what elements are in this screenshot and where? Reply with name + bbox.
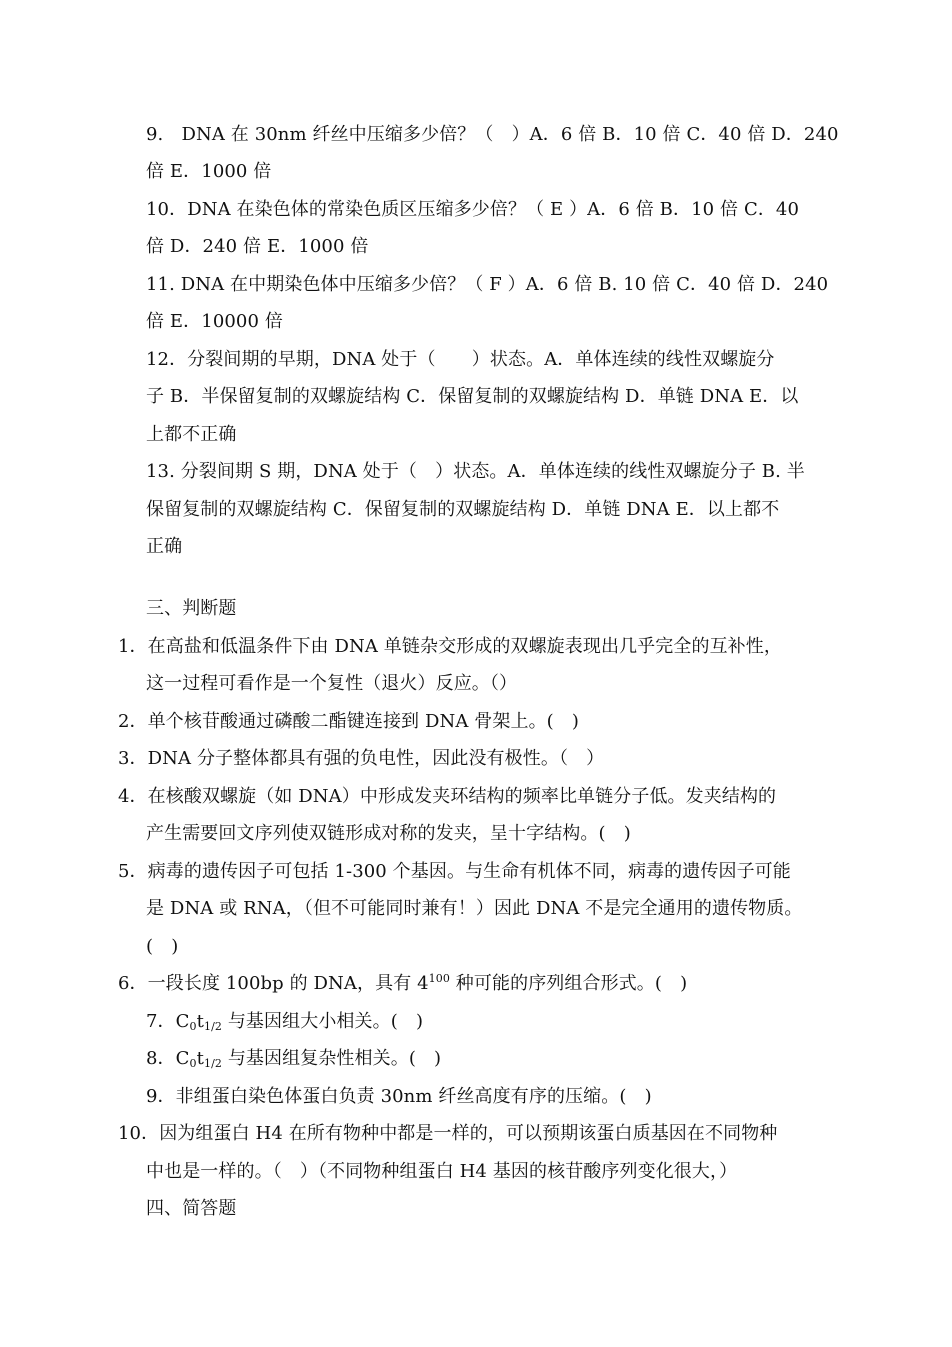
mc-q13-line3: 正确: [146, 536, 183, 557]
tf-q8-suffix: 与基因组复杂性相关。( ): [222, 1048, 442, 1069]
mc-q13-line1: 13. 分裂间期 S 期，DNA 处于（ ）状态。A．单体连续的线性双螺旋分子 B. 半: [146, 461, 805, 482]
tf-q4-line2: 产生需要回文序列使双链形成对称的发夹，呈十字结构。( ): [146, 823, 631, 844]
tf-q8-mid: t: [196, 1048, 204, 1069]
mc-q12-line2: 子 B．半保留复制的双螺旋结构 C．保留复制的双螺旋结构 D．单链 DNA E．以: [146, 386, 799, 407]
tf-q5-line1: 5．病毒的遗传因子可包括 1-300 个基因。与生命有机体不同，病毒的遗传因子可能: [118, 861, 791, 882]
tf-q7-prefix: 7．C: [146, 1011, 190, 1032]
tf-q9: 9．非组蛋白染色体蛋白负责 30nm 纤丝高度有序的压缩。( ): [146, 1086, 652, 1107]
tf-q8: [146, 1047, 441, 1071]
tf-q5-line2: 是 DNA 或 RNA，（但不可能同时兼有！）因此 DNA 不是完全通用的遗传物质。: [146, 898, 803, 919]
tf-q4-line1: 4．在核酸双螺旋（如 DNA）中形成发夹环结构的频率比单链分子低。发夹结构的: [118, 786, 777, 807]
mc-q11-line2: 倍 E．10000 倍: [146, 311, 283, 332]
tf-q7-subscript-half: 1/2: [203, 1020, 222, 1033]
tf-q7-suffix: 与基因组大小相关。( ): [222, 1011, 424, 1032]
tf-q7: [146, 1010, 423, 1034]
mc-q12-line1: 12．分裂间期的早期，DNA 处于（ ）状态。A．单体连续的线性双螺旋分: [146, 349, 775, 370]
mc-q12-line3: 上都不正确: [146, 424, 237, 445]
mc-q10-line1: 10．DNA 在染色体的常染色质区压缩多少倍？（ E ）A．6 倍 B．10 倍 C．40: [146, 199, 800, 220]
tf-q2: 2．单个核苷酸通过磷酸二酯键连接到 DNA 骨架上。( ): [118, 711, 580, 732]
tf-q8-prefix: 8．C: [146, 1048, 190, 1069]
mc-q9-line1: 9. DNA 在 30nm 纤丝中压缩多少倍？（ ）A．6 倍 B．10 倍 C．40 倍 D．240: [146, 124, 839, 145]
tf-q3: 3．DNA 分子整体都具有强的负电性，因此没有极性。（ ）: [118, 748, 605, 769]
tf-q6-superscript: 100: [428, 972, 450, 985]
tf-q6-before: 6．一段长度 100bp 的 DNA，具有 4: [118, 973, 429, 994]
tf-q1-line2: 这一过程可看作是一个复性（退火）反应。（）: [146, 673, 518, 694]
tf-q10-line1: 10．因为组蛋白 H4 在所有物种中都是一样的，可以预期该蛋白质基因在不同物种: [118, 1123, 778, 1144]
mc-q13-line2: 保留复制的双螺旋结构 C．保留复制的双螺旋结构 D．单链 DNA E．以上都不: [146, 499, 780, 520]
mc-q10-line2: 倍 D．240 倍 E．1000 倍: [146, 236, 369, 257]
tf-q1-line1: 1．在高盐和低温条件下由 DNA 单链杂交形成的双螺旋表现出几乎完全的互补性，: [118, 636, 782, 657]
section-title-short-answer: 四、简答题: [146, 1198, 237, 1219]
mc-q9-line2: 倍 E．1000 倍: [146, 161, 272, 182]
tf-q8-subscript-half: 1/2: [203, 1057, 222, 1070]
tf-q8-subscript-0: 0: [189, 1057, 197, 1070]
tf-q10-line2: 中也是一样的。（ ）（不同物种组蛋白 H4 基因的核苷酸序列变化很大，）: [146, 1161, 738, 1182]
tf-q5-line3: ( ): [146, 936, 179, 957]
tf-q7-mid: t: [196, 1011, 204, 1032]
tf-q6: [118, 972, 687, 996]
mc-q11-line1: 11. DNA 在中期染色体中压缩多少倍？（ F ）A．6 倍 B. 10 倍 C．40 倍 D．240: [146, 274, 829, 295]
tf-q7-subscript-0: 0: [189, 1020, 197, 1033]
tf-q6-after: 种可能的序列组合形式。( ): [449, 973, 688, 994]
section-title-true-false: 三、判断题: [146, 598, 237, 619]
